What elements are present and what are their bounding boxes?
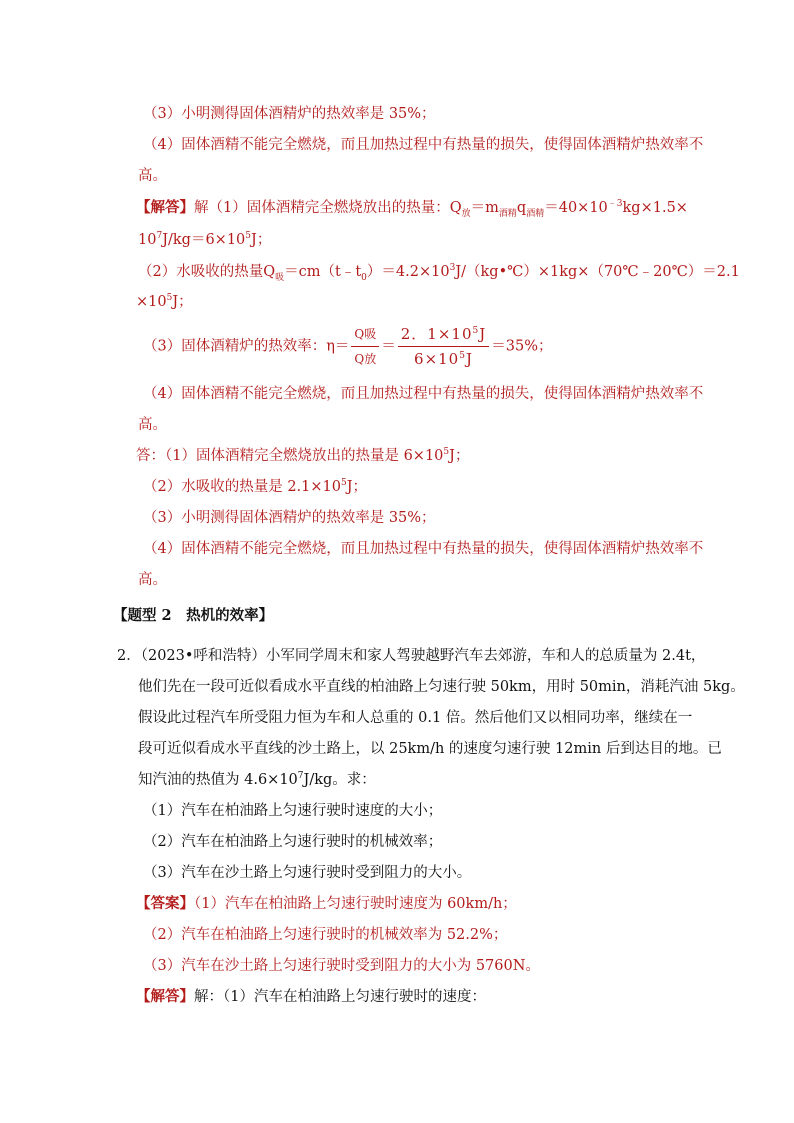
solution-line bbox=[136, 198, 688, 218]
text-line: 高。 bbox=[138, 572, 167, 588]
answer-line bbox=[136, 446, 469, 466]
text-line: （3）汽车在沙土路上匀速行驶时受到阻力的大小为 5760N。 bbox=[143, 958, 540, 974]
text-segment: ×10 bbox=[136, 294, 167, 310]
superscript: 7 bbox=[156, 231, 163, 242]
superscript: ﹣3 bbox=[607, 199, 623, 210]
text-segment: 知汽油的热值为 4.6×10 bbox=[138, 772, 298, 788]
superscript: 5 bbox=[443, 447, 450, 458]
solution-line bbox=[138, 262, 740, 282]
subscript: 吸 bbox=[275, 272, 285, 283]
question-line bbox=[138, 770, 376, 790]
solution-line bbox=[136, 292, 193, 312]
superscript: 7 bbox=[297, 771, 304, 782]
solution-line bbox=[136, 987, 486, 1007]
text-segment: （2）水吸收的热量Q bbox=[138, 264, 276, 280]
text-segment: J； bbox=[172, 294, 193, 310]
text-segment: J bbox=[465, 350, 473, 368]
text-line: 高。 bbox=[138, 168, 167, 184]
question-line: 假设此过程汽车所受阻力恒为车和人总重的 0.1 倍。然后他们又以相同功率，继续在一 bbox=[138, 710, 693, 726]
section-title: 【题型 2 热机的效率】 bbox=[113, 607, 274, 624]
text-segment: ＝cm（t﹣t bbox=[284, 264, 362, 280]
text-segment: J/kg。求： bbox=[303, 772, 376, 788]
question-line: （3）汽车在沙土路上匀速行驶时受到阻力的大小。 bbox=[143, 865, 472, 881]
superscript: 5 bbox=[459, 351, 466, 361]
superscript: 5 bbox=[245, 231, 252, 242]
text-segment: J； bbox=[346, 479, 368, 495]
subscript: 放 bbox=[461, 208, 471, 219]
numerator: Q吸 bbox=[351, 322, 379, 347]
fraction-values bbox=[398, 322, 490, 371]
question-line: （2）汽车在柏油路上匀速行驶时的机械效率； bbox=[143, 834, 443, 850]
question-line: 段可近似看成水平直线的沙土路上，以 25km/h 的速度匀速行驶 12min 后到达目的地。已 bbox=[138, 741, 722, 757]
text-segment: 6×10 bbox=[414, 350, 460, 368]
question-line: （1）汽车在柏油路上匀速行驶时速度的大小； bbox=[143, 803, 443, 819]
text-line: （4）固体酒精不能完全燃烧，而且加热过程中有热量的损失，使得固体酒精炉热效率不 bbox=[143, 386, 704, 402]
text-segment: 答：（1）固体酒精完全燃烧放出的热量是 6×10 bbox=[136, 448, 444, 464]
text-segment: J； bbox=[251, 232, 272, 248]
text-segment: ＝m bbox=[470, 200, 499, 216]
superscript: 3 bbox=[449, 263, 456, 274]
text-segment: kg×1.5× bbox=[622, 200, 688, 216]
numerator bbox=[398, 322, 490, 347]
text-segment: J； bbox=[449, 448, 470, 464]
subscript: 酒精 bbox=[498, 208, 517, 219]
text-segment: J/（kg•℃）×1kg×（70℃﹣20℃）＝2.1 bbox=[455, 264, 740, 280]
text-segment: ＝ bbox=[381, 338, 396, 355]
text-segment: J bbox=[479, 325, 487, 343]
text-segment: ＝40×10 bbox=[544, 200, 608, 216]
question-line: 他们先在一段可近似看成水平直线的柏油路上匀速行驶 50km，用时 50min，消耗汽油 5kg。 bbox=[138, 679, 745, 695]
question-line: 2．（2023•呼和浩特）小军同学周末和家人驾驶越野汽车去郊游，车和人的总质量为 2.4t， bbox=[117, 648, 706, 664]
answer-tag: 【答案】 bbox=[136, 895, 194, 912]
subscript: 酒精 bbox=[526, 208, 545, 219]
text-segment: 10 bbox=[138, 232, 157, 248]
text-segment: （2）水吸收的热量是 2.1×10 bbox=[143, 479, 341, 495]
denominator: Q放 bbox=[354, 352, 377, 366]
text-segment: q bbox=[516, 200, 527, 216]
text-line: 高。 bbox=[138, 417, 167, 433]
text-line: （3）小明测得固体酒精炉的热效率是 35%； bbox=[143, 106, 436, 122]
denominator bbox=[398, 347, 490, 371]
text-segment: 2．1×10 bbox=[400, 325, 473, 343]
solution-tag: 【解答】 bbox=[136, 199, 194, 216]
text-segment: 解（1）固体酒精完全燃烧放出的热量：Q bbox=[194, 200, 462, 216]
answer-line bbox=[136, 894, 517, 914]
solution-tag: 【解答】 bbox=[136, 988, 194, 1005]
text-line: （2）汽车在柏油路上匀速行驶时的机械效率为 52.2%； bbox=[143, 927, 508, 943]
answer-line bbox=[143, 477, 367, 497]
efficiency-formula-line bbox=[143, 322, 553, 371]
fraction-q-ratio bbox=[351, 322, 379, 371]
text-segment: （1）汽车在柏油路上匀速行驶时速度为 60km/h； bbox=[194, 896, 517, 912]
text-line: （4）固体酒精不能完全燃烧，而且加热过程中有热量的损失，使得固体酒精炉热效率不 bbox=[143, 541, 704, 557]
subscript: 0 bbox=[361, 272, 367, 283]
text-segment: ）＝4.2×10 bbox=[366, 264, 450, 280]
text-segment: ＝35%； bbox=[491, 338, 553, 355]
text-segment: 解：（1）汽车在柏油路上匀速行驶时的速度： bbox=[194, 989, 486, 1005]
superscript: 5 bbox=[472, 326, 480, 336]
superscript: 5 bbox=[341, 478, 347, 489]
text-line: （4）固体酒精不能完全燃烧，而且加热过程中有热量的损失，使得固体酒精炉热效率不 bbox=[143, 137, 704, 153]
text-line: （3）小明测得固体酒精炉的热效率是 35%； bbox=[143, 510, 436, 526]
solution-line bbox=[138, 230, 271, 250]
text-segment: （3）固体酒精炉的热效率：η＝ bbox=[143, 338, 350, 355]
text-segment: J/kg＝6×10 bbox=[162, 232, 246, 248]
superscript: 5 bbox=[166, 293, 173, 304]
